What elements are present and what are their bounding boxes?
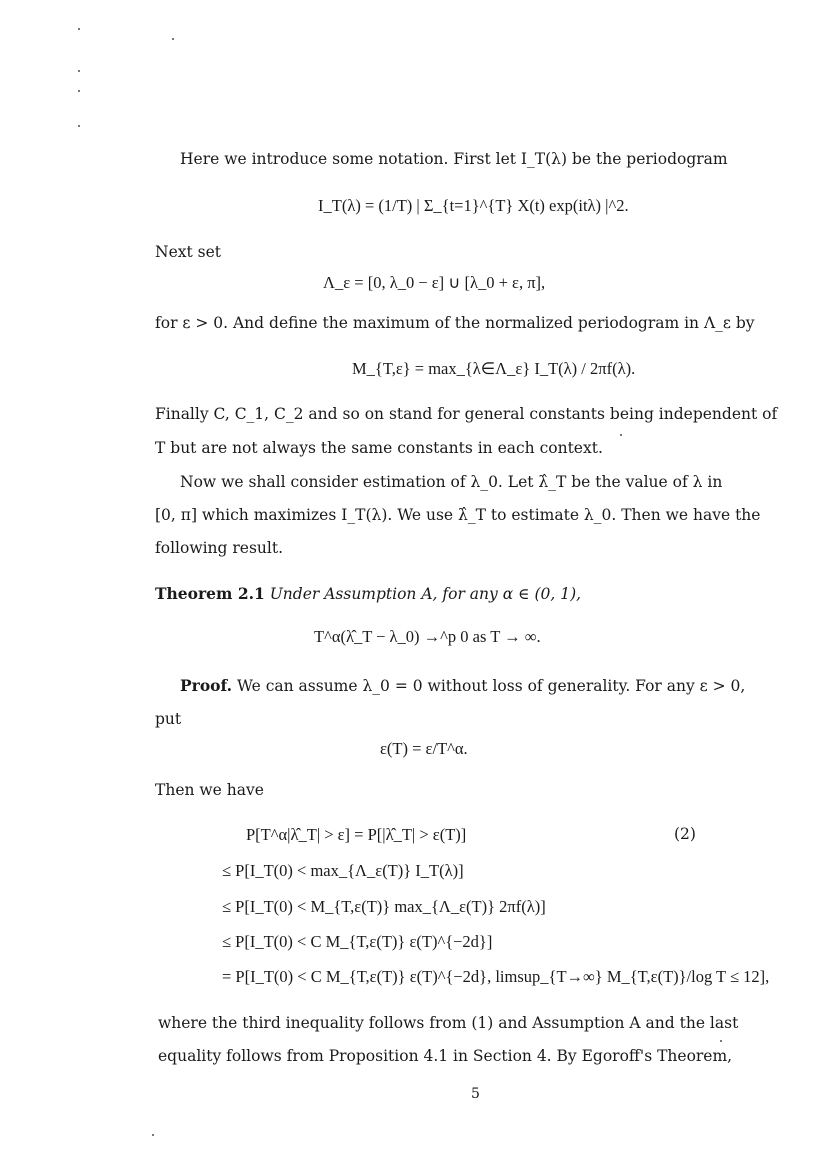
- proof-line-2: put: [155, 710, 182, 728]
- eq-chain-line-4: ≤ P[I_T(0) < C M_{T,ε(T)} ε(T)^{−2d}]: [222, 932, 493, 951]
- paragraph-3-line-2: T but are not always the same constants in each context.: [155, 439, 603, 457]
- equation-periodogram: I_T(λ) = (1/T) | Σ_{t=1}^{T} X(t) exp(itλ) |^2.: [318, 196, 629, 215]
- eq-chain-line-5: = P[I_T(0) < C M_{T,ε(T)} ε(T)^{−2d}, limsup_{T→∞} M_{T,ε(T)}/log T ≤ 12],: [222, 967, 770, 986]
- theorem-label: Theorem 2.1: [155, 584, 265, 603]
- paragraph-4-line-3: following result.: [155, 539, 284, 557]
- scan-speck: [620, 434, 622, 436]
- paragraph-2: for ε > 0. And define the maximum of the normalized periodogram in Λ_ε by: [155, 314, 755, 332]
- paragraph-5-line-1: where the third inequality follows from (1) and Assumption A and the last: [158, 1014, 739, 1032]
- eq-chain-line-3: ≤ P[I_T(0) < M_{T,ε(T)} max_{Λ_ε(T)} 2πf(λ)]: [222, 897, 546, 916]
- paragraph-1-line-1: Here we introduce some notation. First let I_T(λ) be the periodogram: [180, 150, 728, 168]
- scan-speck: [78, 70, 80, 72]
- paragraph-4-line-2: [0, π] which maximizes I_T(λ). We use λ̂_T to estimate λ_0. Then we have the: [155, 506, 761, 524]
- scan-speck: [78, 90, 80, 92]
- then-we-have-text: Then we have: [155, 781, 264, 799]
- theorem-statement: Under Assumption A, for any α ∈ (0, 1),: [269, 585, 582, 603]
- next-set-text: Next set: [155, 243, 221, 261]
- equation-number: (2): [674, 825, 696, 843]
- theorem-heading: [155, 584, 581, 603]
- scan-speck: [720, 1040, 722, 1042]
- eq-chain-line-2: ≤ P[I_T(0) < max_{Λ_ε(T)} I_T(λ)]: [222, 861, 464, 880]
- proof-line-1: [180, 676, 745, 695]
- equation-lambda-eps: Λ_ε = [0, λ_0 − ε] ∪ [λ_0 + ε, π],: [323, 273, 546, 292]
- paragraph-3-line-1: Finally C, C_1, C_2 and so on stand for general constants being independent of: [155, 405, 778, 423]
- proof-line-1-text: We can assume λ_0 = 0 without loss of generality. For any ε > 0,: [236, 677, 746, 695]
- paragraph-4-line-1: Now we shall consider estimation of λ_0. Let λ̂_T be the value of λ in: [180, 473, 723, 491]
- scan-speck: [172, 38, 174, 40]
- paragraph-5-line-2: equality follows from Proposition 4.1 in Section 4. By Egoroff's Theorem,: [158, 1047, 733, 1065]
- page-number: 5: [471, 1086, 480, 1102]
- proof-equation-eps-T: ε(T) = ε/T^α.: [380, 739, 468, 758]
- scan-speck: [152, 1134, 154, 1136]
- eq-chain-line-1: P[T^α|λ̂_T| > ε] = P[|λ̂_T| > ε(T)]: [246, 825, 467, 844]
- theorem-equation: T^α(λ̂_T − λ_0) →^p 0 as T → ∞.: [314, 627, 541, 646]
- proof-label: Proof.: [180, 676, 233, 695]
- equation-max-normalized-periodogram: M_{T,ε} = max_{λ∈Λ_ε} I_T(λ) / 2πf(λ).: [352, 359, 636, 378]
- scan-speck: [78, 125, 80, 127]
- scan-speck: [78, 28, 80, 30]
